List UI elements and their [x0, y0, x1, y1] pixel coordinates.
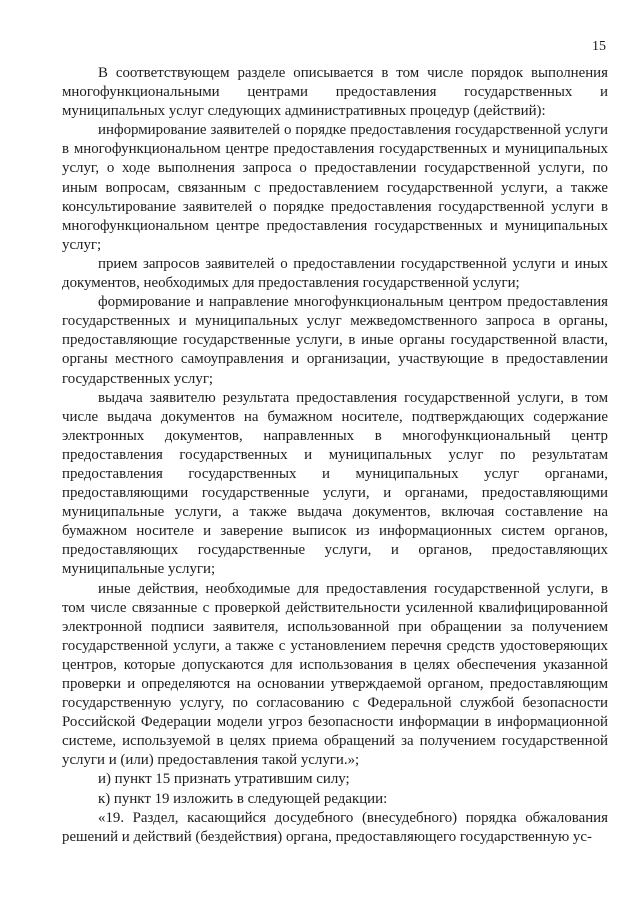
paragraph-item-i: и) пункт 15 признать утратившим силу; — [98, 771, 350, 788]
paragraph-item-k: к) пункт 19 изложить в следующей редакции: — [98, 790, 388, 807]
paragraph-other-actions: иные действия, необходимые для предоставления государственной услуги, в том числе связанные с проверкой действительности усиленной квалифицированной электронной подписи заявителя, использованной при обращении за получением государственной услуги, а также с установлением перечня средств удостоверяющих центров, которые допускаются для использования в целях обеспечения указанной проверки и определяются на основании утверждаемой органом, предоставляющим государственную услугу, по согласованию с Федеральной службой безопасности Российской Федерации модели угроз безопасности информации в информационной системе, используемой в целях приема обращений за получением государственной услуги и (или) предоставления такой услуги.»; — [62, 580, 608, 769]
paragraph-intro: В соответствующем разделе описывается в том числе порядок выполнения многофункциональными центрами предоставления государственных и муниципальных услуг следующих административных процедур (действий): — [62, 65, 608, 120]
page-number: 15 — [592, 39, 606, 54]
paragraph-result-issuance: выдача заявителю результата предоставления государственной услуги, в том числе выдача документов на бумажном носителе, подтверждающих содержание электронных документов, направленных в многофункциональный центр предоставления государственных и муниципальных услуг по результатам предоставления государственных и муниципальных услуг органами, предоставляющими государственные услуги, и органами, предоставляющими муниципальные услуги, а также выдача документов, включая составление на бумажном носителе и заверение выписок из информационных систем органов, предоставляющих государственные услуги, и органов, предоставляющих муниципальные услуги; — [62, 389, 608, 578]
document-body — [62, 64, 608, 847]
paragraph-interagency-request: формирование и направление многофункциональным центром предоставления государственных и муниципальных услуг межведомственного запроса в органы, предоставляющие государственные услуги, в иные органы государственной власти, органы местного самоуправления и организации, участвующие в предоставлении государственных услуг; — [62, 294, 608, 387]
paragraph-clause-19: «19. Раздел, касающийся досудебного (внесудебного) порядка обжалования решений и действий (бездействия) органа, предоставляющего государственную ус- — [62, 809, 608, 845]
paragraph-request-intake: прием запросов заявителей о предоставлении государственной услуги и иных документов, необходимых для предоставления государственной услуги; — [62, 255, 608, 292]
paragraph-informing: информирование заявителей о порядке предоставления государственной услуги в многофункциональном центре предоставления государственных и муниципальных услуг, о ходе выполнения запроса о предоставлении государственной услуги, по иным вопросам, связанным с предоставлением государственной услуги, а также консультирование заявителей о порядке предоставления государственной услуги в многофункциональном центре предоставления государственных и муниципальных услуг; — [62, 122, 608, 253]
